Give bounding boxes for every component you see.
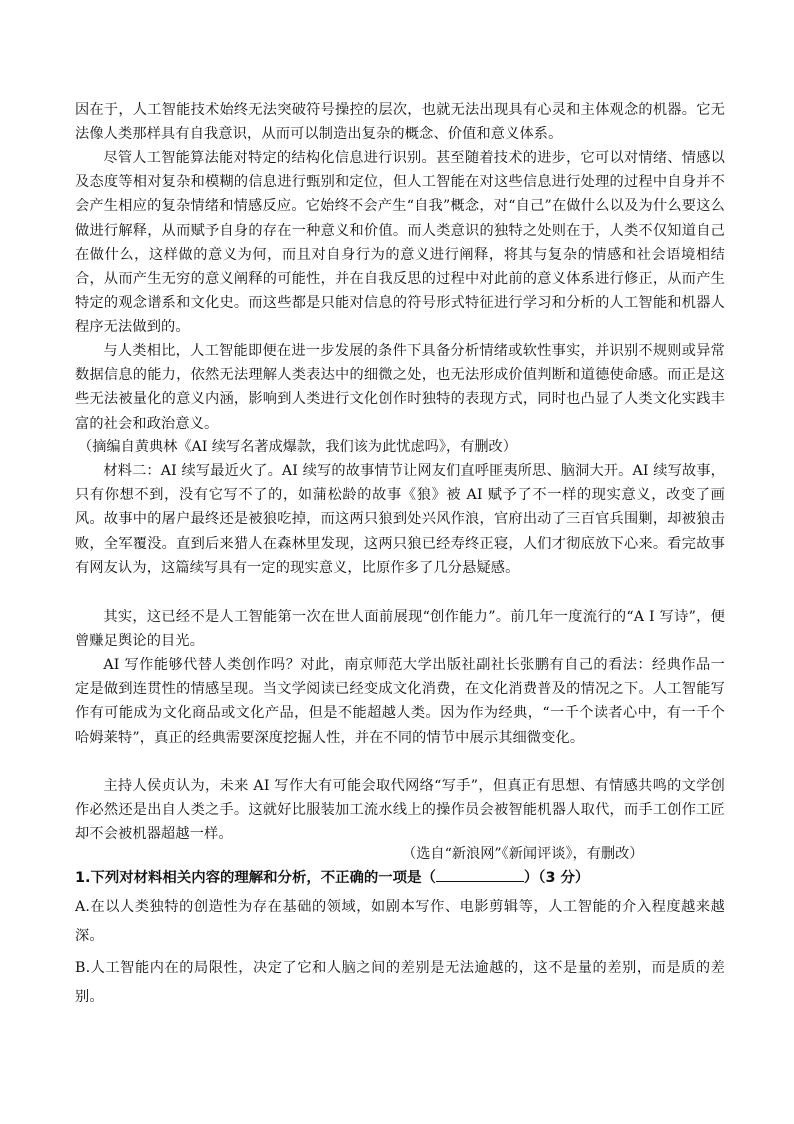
question-score: ）（3 分） <box>523 870 590 886</box>
material1-paragraph-1: 因在于，人工智能技术始终无法突破符号操控的层次，也就无法出现具有心灵和主体观念的机器。它无法像人类那样具有自我意识，从而可以制造出复杂的概念、价值和意义体系。 <box>75 102 725 143</box>
material1-paragraph-3: 与人类相比，人工智能即便在进一步发展的条件下具备分析情绪或软性事实，并识别不规则或异常数据信息的能力，依然无法理解人类表达中的细微之处，也无法形成价值判断和道德使命感。而正是这些无法被量化的意义内涵，影响到人类进行文化创作时独特的表现方式，同时也凸显了人类文化实践丰富的社会和政治意义。 <box>75 343 725 432</box>
option-a: A.在以人类独特的创造性为存在基础的领域，如剧本写作、电影剪辑等，人工智能的介入程度越来越深。 <box>75 899 725 944</box>
material2-paragraph-3: AI 写作能够代替人类创作吗？对此，南京师范大学出版社副社长张鹏有自己的看法：经典作品一定是做到连贯性的情感呈现。当文学阅读已经变成文化消费，在文化消费普及的情况之下。人工智能写作有可能成为文化商品或文化产品，但是不能超越人类。因为作为经典，“一千个读者心中，有一千个哈姆莱特”，真正的经典需要深度挖掘人性，并在不同的情节中展示其细微变化。 <box>75 657 725 746</box>
question-1-stem <box>75 866 725 890</box>
material2-paragraph-2: 其实，这已经不是人工智能第一次在世人面前展现“创作能力”。前几年一度流行的“A I 写诗”，便曾赚足舆论的目光。 <box>75 609 725 650</box>
material2-source: （选自“新浪网”《新闻评谈》，有删改） <box>402 846 644 862</box>
material2-paragraph-1: 材料二：AI 续写最近火了。AI 续写的故事情节让网友们直呼匪夷所思、脑洞大开。AI 续写故事，只有你想不到，没有它写不了的，如蒲松龄的故事《狼》被 AI 赋予了不一样的现实意义，改变了画风。故事中的屠户最终还是被狼吃掉，而这两只狼到处兴风作浪，官府出动了三百官兵围剿，却被狼击败，全军覆没。直到后来猎人在森林里发现，这两只狼已经寿终正寝，人们才彻底放下心来。看完故事有网友认为，这篇续写具有一定的现实意义，比原作多了几分悬疑感。 <box>75 463 725 576</box>
material2-paragraph-4: 主持人侯贞认为，未来 AI 写作大有可能会取代网络“写手”，但真正有思想、有情感共鸣的文学创作必然还是出自人类之手。这就好比服装加工流水线上的操作员会被智能机器人取代，而手工创作工匠却不会被机器超越一样。 <box>75 778 725 843</box>
material1-paragraph-2: 尽管人工智能算法能对特定的结构化信息进行识别。甚至随着技术的进步，它可以对情绪、情感以及态度等相对复杂和模糊的信息进行甄别和定位，但人工智能在对这些信息进行处理的过程中自身并不会产生相应的复杂情绪和情感反应。它始终不会产生“自我”概念，对“自己”在做什么以及为什么要这么做进行解释，从而赋予自身的存在一种意义和价值。而人类意识的独特之处则在于，人类不仅知道自己在做什么，这样做的意义为何，而且对自身行为的意义进行阐释，将其与复杂的情感和社会语境相结合，从而产生无穷的意义阐释的可能性，并在自我反思的过程中对此前的意义体系进行修正，从而产生特定的观念谱系和文化史。而这些都是只能对信息的符号形式特征进行学习和分析的人工智能和机器人程序无法做到的。 <box>75 150 725 336</box>
option-b: B.人工智能内在的局限性，决定了它和人脑之间的差别是无法逾越的，这不是量的差别，而是质的差别。 <box>75 960 725 1005</box>
answer-blank[interactable] <box>436 867 524 882</box>
material1-source: （摘编自黄典林《AI 续写名著成爆款，我们该为此忧虑吗》，有删改） <box>78 439 517 455</box>
question-stem-text: 1.下列对材料相关内容的理解和分析，不正确的一项是（ <box>75 870 436 886</box>
